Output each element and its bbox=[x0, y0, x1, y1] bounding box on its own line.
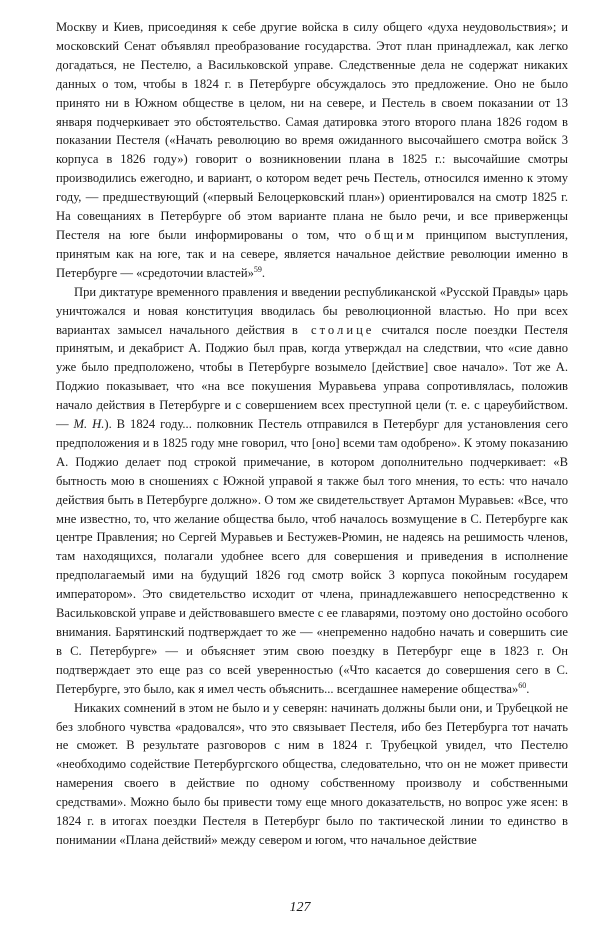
footnote-ref: 59 bbox=[253, 264, 262, 274]
footnote-ref: 60 bbox=[518, 680, 527, 690]
text-run: принципом выступления, принятым как на юге, так и на севере, является начальное действие революции именно в Петербурге — «средоточии властей» bbox=[56, 227, 568, 280]
text-run: считался после поездки Пестеля принятым, и декабрист А. Поджио был прав, когда утверждал на следствии, что «сие давно уже было предположено, чтобы в Петербурге возымело [действие] свое начало». Тот же А. Поджио показывает, что «на все покушения Муравьева управа сопротивлялась, положив начало действия в Петербурге и с совершением всех преступной цели (т. е. с цареубийством. — bbox=[56, 322, 568, 432]
page-body bbox=[56, 18, 568, 850]
paragraph-3 bbox=[56, 699, 568, 850]
spaced-emphasis: общим bbox=[364, 227, 417, 242]
page-number: 127 bbox=[289, 900, 311, 915]
text-run: При диктатуре временного правления и введении республиканской «Русской Правды» царь уничтожался и новая конституция вводилась бы революционной властью. Но при всех вариантах замысел начального действия bbox=[56, 284, 568, 337]
text-run: . bbox=[526, 681, 530, 696]
paragraph-2 bbox=[56, 283, 568, 699]
text-run: . bbox=[261, 265, 266, 280]
text-run: ). В 1824 году... полковник Пестель отправился в Петербург для установления сего предположения и в 1825 году мне говорил, что [оно] всеми там одобрено». К этому показанию А. Поджио делает под строкой примечание, в котором дополнительно подчеркивает: «В бытность мою в сношениях с Южной управой я также был того мнения, то есть: что начало действия быть в Петербурге должно». О том же свидетельствует Артамон Муравьев: «Все, что мне известно, то, что желание общества было, чтоб началось возмущение в С. Петербурге как центре Правления; но Сергей Муравьев и Бестужев-Рюмин, не надеясь на решимость членов, там находящихся, полагали удобнее всего для совершения и приведения в исполнение предполагаемый ими на будущий 1826 год смотр войск 3 корпуса покойным государем императором». Это свидетельство исходит от члена, принадлежавшего непосредственно к Васильковской управе и действовавшего вместе с ее главарями, поэтому оно достойно особого внимания. Барятинский подтверждает то же — «непременно надобно начать и совершить сие в С. Петербурге» — и объясняет этим свою поездку в Петербург еще в 1823 г. Он подтверждает это еще раз со всей уверенностью («Что касается до совершения сего в С. Петербурге, это было, как я имел честь объяснить... всегдашнее намерение общества» bbox=[56, 417, 569, 696]
italic-text: М. Н. bbox=[73, 417, 105, 432]
text-run: Никаких сомнений в этом не было и у северян: начинать должны были они, и Трубецкой не без злобного чувства «радовался», что это связывает Пестеля, ибо без Петербурга тот начать не сможет. В результате разговоров с ним в 1824 г. Трубецкой увидел, что Пестелю «необходимо содействие Петербургского общества, следовательно, что он не может привести намерения своего в действие по одному собственному произволу и собственными средствами». Можно было бы привести тому еще много доказательств, но вопрос уже ясен: в 1824 г. в итогах поездки Пестеля в Петербург было по тактической линии то единство в понимании «Плана действий» между севером и югом, что начальное действие bbox=[56, 700, 568, 847]
text-run: Москву и Киев, присоединяя к себе другие войска в силу общего «духа неудовольствия»; и московский Сенат объявлял преобразование государства. Этот план принадлежал, как легко догадаться, не Пестелю, а Васильковской управе. Следственные дела не содержат никаких данных о том, чтобы в 1824 г. в Петербурге обсуждалось это предложение. Оно не было принято ни в Южном обществе в целом, ни на севере, и Пестель в своем показании от 13 января подчеркивает это обстоятельство. Самая датировка этого второго плана 1826 годом в показании Пестеля («Начать революцию во время ожиданного высочайшего смотра войск 3 корпуса в 1826 году») говорит о возникновении плана в 1825 г.: высочайшие смотры производились ежегодно, и вариант, о котором ведет речь Пестель, относился именно к этому году, — предшествующий («первый Белоцерковский план») ориентировался на смотр 1825 г. На совещаниях в Петербурге об этом варианте плана не было речи, и все приверженцы Пестеля на юге были информированы о том, что bbox=[56, 20, 568, 242]
spaced-emphasis: в столице bbox=[291, 322, 375, 337]
paragraph-1 bbox=[56, 18, 568, 283]
